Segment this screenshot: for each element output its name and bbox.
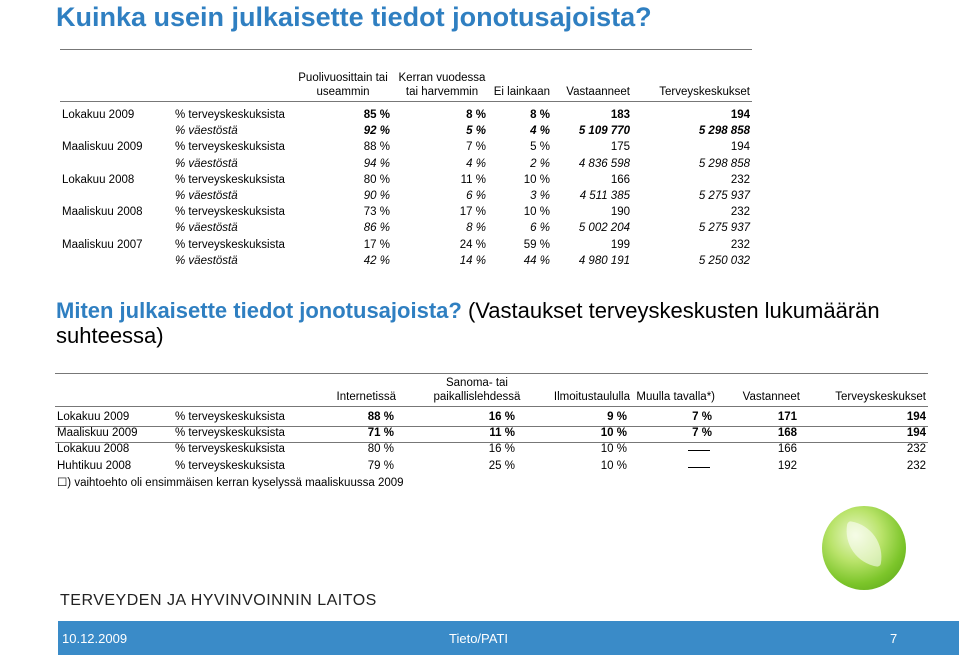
- table2-cell: 194: [906, 427, 926, 439]
- table2-cell: 7 %: [692, 411, 712, 423]
- table1-row-label: % väestöstä: [175, 222, 238, 234]
- table1-cell: 4 %: [530, 125, 550, 137]
- table1-cell: 166: [610, 174, 630, 186]
- table1-cell: 4 980 191: [578, 255, 630, 267]
- table1-cell: 194: [730, 109, 750, 121]
- table1-cell: 17 %: [363, 239, 390, 251]
- table2-cell: 88 %: [367, 411, 394, 423]
- table1-cell: 190: [610, 206, 630, 218]
- table1-cell: 8 %: [530, 109, 550, 121]
- table1-cell: 17 %: [459, 206, 486, 218]
- table2-cell: 10 %: [600, 443, 627, 455]
- table2-cell: 11 %: [489, 427, 515, 439]
- table1-cell: 10 %: [523, 174, 550, 186]
- table1-cell: 2 %: [530, 158, 550, 170]
- table1-header-3: Ei lainkaan: [493, 86, 550, 98]
- table1-period: Maaliskuu 2008: [62, 206, 143, 218]
- table1-header-rule: [60, 101, 752, 102]
- table2-cell: 9 %: [607, 411, 627, 423]
- table2-top-rule: [55, 373, 928, 374]
- table1-cell: 8 %: [466, 222, 486, 234]
- table1-cell: 4 511 385: [579, 190, 630, 202]
- table2-cell: 194: [906, 411, 926, 423]
- table1-cell: 232: [730, 239, 750, 251]
- table1-cell: 42 %: [363, 255, 390, 267]
- footer-source: Tieto/PATI: [449, 631, 508, 646]
- table2-row-label: % terveyskeskuksista: [175, 460, 285, 472]
- table1-row-label: % terveyskeskuksista: [175, 206, 285, 218]
- table1-cell: 14 %: [459, 255, 486, 267]
- table1-cell: 5 298 858: [698, 158, 750, 170]
- table1-row-label: % terveyskeskuksista: [175, 109, 285, 121]
- table1-cell: 10 %: [523, 206, 550, 218]
- table1-cell: 90 %: [363, 190, 390, 202]
- table2-cell: 71 %: [367, 427, 394, 439]
- table2-header-rule: [55, 406, 928, 407]
- table1-cell: 88 %: [363, 141, 390, 153]
- table2-header-6: Terveyskeskukset: [835, 391, 926, 403]
- table1-cell: 94 %: [363, 158, 390, 170]
- table1-header-1: Puolivuosittain tai useammin: [298, 72, 388, 98]
- table2-dash-cell: [688, 467, 710, 468]
- table2-row-label: % terveyskeskuksista: [175, 411, 285, 423]
- table2-cell: 168: [777, 427, 797, 439]
- table1-row-label: % terveyskeskuksista: [175, 239, 285, 251]
- table1-cell: 5 109 770: [578, 125, 630, 137]
- table2-row-label: % terveyskeskuksista: [175, 427, 285, 439]
- table1-cell: 5 275 937: [698, 222, 750, 234]
- table1-cell: 199: [610, 239, 630, 251]
- table1-cell: 183: [610, 109, 630, 121]
- table1-cell: 232: [730, 174, 750, 186]
- table2-cell: 7 %: [692, 427, 712, 439]
- thl-logo: [822, 506, 906, 590]
- table1-cell: 232: [730, 206, 750, 218]
- table1-cell: 8 %: [466, 109, 486, 121]
- table1-cell: 44 %: [523, 255, 550, 267]
- table2-period: Lokakuu 2008: [57, 443, 130, 455]
- table2-cell: 16 %: [488, 443, 515, 455]
- table1-cell: 5 %: [530, 141, 550, 153]
- table1-cell: 24 %: [459, 239, 486, 251]
- table1-period: Lokakuu 2009: [62, 109, 135, 121]
- table2-footnote: ☐) vaihtoehto oli ensimmäisen kerran kyselyssä maaliskuussa 2009: [57, 477, 404, 489]
- table1-cell: 59 %: [523, 239, 550, 251]
- table1-cell: 194: [730, 141, 750, 153]
- table2-cell: 166: [777, 443, 797, 455]
- table1-header-4: Vastaanneet: [566, 86, 630, 98]
- table2-cell: 232: [906, 443, 926, 455]
- table2-cell: 79 %: [367, 460, 394, 472]
- page-title: Kuinka usein julkaisette tiedot jonotusajoista?: [56, 2, 652, 32]
- table1-row-label: % terveyskeskuksista: [175, 174, 285, 186]
- table1-cell: 5 275 937: [698, 190, 750, 202]
- footer-bar: [0, 621, 959, 655]
- table1-period: Lokakuu 2008: [62, 174, 135, 186]
- table1-cell: 5 002 204: [578, 222, 630, 234]
- table1-cell: 7 %: [466, 141, 486, 153]
- table1-cell: 4 %: [466, 158, 486, 170]
- table2-cell: 25 %: [488, 460, 515, 472]
- table1-top-rule: [60, 49, 752, 50]
- table1-header-5: Terveyskeskukset: [659, 86, 750, 98]
- table2-cell: 192: [777, 460, 797, 472]
- table1-cell: 6 %: [466, 190, 486, 202]
- table2-period: Huhtikuu 2008: [57, 460, 132, 472]
- table2-cell: 16 %: [488, 411, 515, 423]
- table1-cell: 6 %: [530, 222, 550, 234]
- table2-header-3: Ilmoitustaululla: [553, 391, 630, 403]
- footer-date: 10.12.2009: [62, 631, 128, 646]
- table1-cell: 3 %: [530, 190, 550, 202]
- table2-header-2: Sanoma- tai paikallislehdessä: [433, 377, 521, 403]
- table2-header-4: Muulla tavalla*): [636, 391, 715, 403]
- table2-cell: 232: [906, 460, 926, 472]
- table1-cell: 92 %: [363, 125, 390, 137]
- table1-cell: 5 %: [466, 125, 486, 137]
- table1-cell: 85 %: [363, 109, 390, 121]
- table1-row-label: % väestöstä: [175, 190, 238, 202]
- table2-header-1: Internetissä: [336, 391, 396, 403]
- table1-cell: 80 %: [363, 174, 390, 186]
- section-title: Miten julkaisette tiedot jonotusajoista? (Vastaukset terveyskeskusten lukumäärän suhteessa): [56, 298, 880, 348]
- footer-page: 7: [890, 631, 898, 646]
- table1-cell: 4 836 598: [578, 158, 630, 170]
- table2-row-label: % terveyskeskuksista: [175, 443, 285, 455]
- table1-row-label: % väestöstä: [175, 255, 238, 267]
- table1-period: Maaliskuu 2009: [62, 141, 143, 153]
- table1-row-label: % väestöstä: [175, 158, 238, 170]
- organization-name: TERVEYDEN JA HYVINVOINNIN LAITOS: [60, 592, 377, 609]
- table2-cell: 10 %: [600, 460, 627, 472]
- table2-cell: 80 %: [367, 443, 394, 455]
- table1-row-label: % väestöstä: [175, 125, 238, 137]
- table2-header-5: Vastanneet: [742, 391, 800, 403]
- table2-dash-cell: [688, 450, 710, 451]
- table2-period: Maaliskuu 2009: [57, 427, 138, 439]
- table1-cell: 73 %: [363, 206, 390, 218]
- table2-cell: 10 %: [600, 427, 627, 439]
- table1-cell: 175: [610, 141, 630, 153]
- table1-cell: 5 298 858: [698, 125, 750, 137]
- table1-cell: 11 %: [460, 174, 486, 186]
- table2-cell: 171: [777, 411, 797, 423]
- table1-cell: 5 250 032: [698, 255, 750, 267]
- table1-cell: 86 %: [363, 222, 390, 234]
- table2-period: Lokakuu 2009: [57, 411, 130, 423]
- table1-header-2: Kerran vuodessa tai harvemmin: [398, 72, 486, 98]
- table1-row-label: % terveyskeskuksista: [175, 141, 285, 153]
- table1-period: Maaliskuu 2007: [62, 239, 143, 251]
